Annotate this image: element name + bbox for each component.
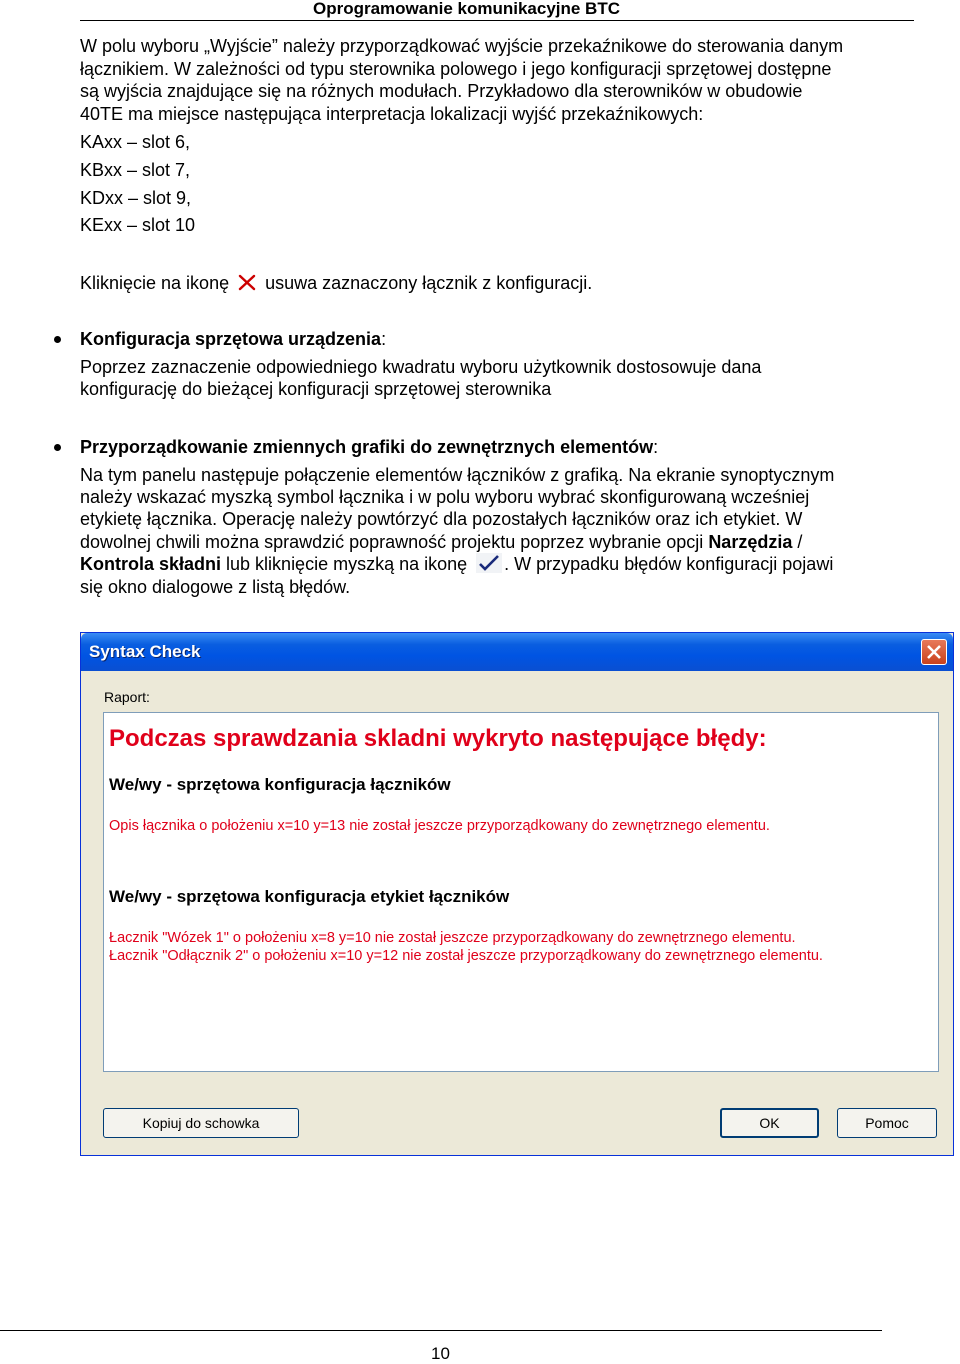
bullet2-line-1: Na tym panelu następuje połączenie elementów łączników z grafiką. Na ekranie synoptycznym bbox=[80, 465, 835, 485]
syntax-check-dialog bbox=[80, 632, 954, 1156]
bullet2-line-2: należy wskazać myszką symbol łącznika i w polu wyboru wybrać skonfigurowaną wcześniej bbox=[80, 487, 810, 507]
bullet2-colon: : bbox=[653, 437, 659, 457]
report-heading: Podczas sprawdzania skladni wykryto następujące błędy: bbox=[109, 725, 767, 752]
bullet1-line-1: Poprzez zaznaczenie odpowiedniego kwadratu wyboru użytkownik dostosowuje dana bbox=[80, 357, 762, 377]
page-number: 10 bbox=[431, 1344, 450, 1363]
bullet2-line-5 bbox=[80, 553, 833, 576]
report-error-3: Łacznik "Odłącznik 2" o położeniu x=10 y=12 nie został jeszcze przyporządkowany do zewnętrznego elementu. bbox=[109, 948, 823, 964]
close-button[interactable] bbox=[921, 639, 947, 665]
intro-line-1: W polu wyboru „Wyjście” należy przyporządkować wyjście przekaźnikowe do sterowania danym bbox=[80, 36, 844, 56]
footer-rule bbox=[0, 1330, 882, 1331]
bullet2-line-3: etykietę łącznika. Operację należy powtórzyć dla pozostałych łączników oraz ich etykiet. W bbox=[80, 509, 803, 529]
intro-line-2: łącznikiem. W zależności od typu sterownika polowego i jego konfiguracji sprzętowej dostępne bbox=[80, 59, 832, 79]
page-header-title: Oprogramowanie komunikacyjne BTC bbox=[312, 0, 620, 18]
menu-narzedzia: Narzędzia bbox=[708, 532, 793, 552]
bullet2-line-4a: dowolnej chwili można sprawdzić poprawność projektu poprzez wybranie opcji bbox=[80, 532, 709, 552]
delete-note-after: usuwa zaznaczony łącznik z konfiguracji. bbox=[265, 273, 593, 293]
slot-line-2: KBxx – slot 7, bbox=[80, 160, 191, 180]
delete-note bbox=[80, 272, 592, 295]
slot-line-3: KDxx – slot 9, bbox=[80, 188, 192, 208]
report-textarea[interactable] bbox=[103, 712, 939, 1072]
slot-line-1: KAxx – slot 6, bbox=[80, 132, 191, 152]
report-error-2: Łacznik "Wózek 1" o położeniu x=8 y=10 nie został jeszcze przyporządkowany do zewnętrznego elementu. bbox=[109, 930, 796, 946]
bullet1-line-2: konfigurację do bieżącej konfiguracji sprzętowej sterownika bbox=[80, 379, 552, 399]
bullet2-heading bbox=[80, 436, 658, 459]
copy-to-clipboard-button[interactable]: Kopiuj do schowka bbox=[103, 1108, 299, 1138]
bullet2-line-5b: lub kliknięcie myszką na ikonę bbox=[221, 554, 473, 574]
bullet-icon bbox=[54, 444, 61, 451]
header-rule bbox=[80, 20, 914, 21]
bullet2-title: Przyporządkowanie zmiennych grafiki do zewnętrznych elementów bbox=[80, 437, 654, 457]
dialog-title: Syntax Check bbox=[89, 642, 201, 661]
slot-line-4: KExx – slot 10 bbox=[80, 215, 196, 235]
bullet-icon bbox=[54, 336, 61, 343]
intro-line-4: 40TE ma miejsce następująca interpretacja lokalizacji wyjść przekaźnikowych: bbox=[80, 104, 704, 124]
bullet1-title: Konfiguracja sprzętowa urządzenia bbox=[80, 329, 382, 349]
bullet2-line-4c: / bbox=[792, 532, 803, 552]
raport-label: Raport: bbox=[104, 689, 150, 705]
report-section-2: We/wy - sprzętowa konfiguracja etykiet łączników bbox=[109, 887, 510, 906]
checkmark-icon bbox=[476, 553, 502, 573]
delete-x-icon bbox=[237, 273, 257, 293]
close-icon bbox=[922, 640, 946, 664]
bullet2-line-6: się okno dialogowe z listą błędów. bbox=[80, 577, 351, 597]
help-button[interactable]: Pomoc bbox=[837, 1108, 937, 1138]
intro-line-3: są wyjścia znajdujące się na różnych modułach. Przykładowo dla sterowników w obudowie bbox=[80, 81, 803, 101]
report-section-1: We/wy - sprzętowa konfiguracja łączników bbox=[109, 775, 451, 794]
dialog-titlebar[interactable] bbox=[81, 633, 953, 671]
bullet1-colon: : bbox=[381, 329, 387, 349]
bullet2-line-5c: . W przypadku błędów konfiguracji pojawi bbox=[504, 554, 834, 574]
bullet1-heading bbox=[80, 328, 386, 351]
ok-button[interactable]: OK bbox=[720, 1108, 819, 1138]
delete-note-before: Kliknięcie na ikonę bbox=[80, 273, 230, 293]
menu-kontrola-skladni: Kontrola składni bbox=[80, 554, 222, 574]
report-error-1: Opis łącznika o położeniu x=10 y=13 nie został jeszcze przyporządkowany do zewnętrznego elementu. bbox=[109, 818, 770, 834]
bullet2-line-4 bbox=[80, 531, 802, 554]
